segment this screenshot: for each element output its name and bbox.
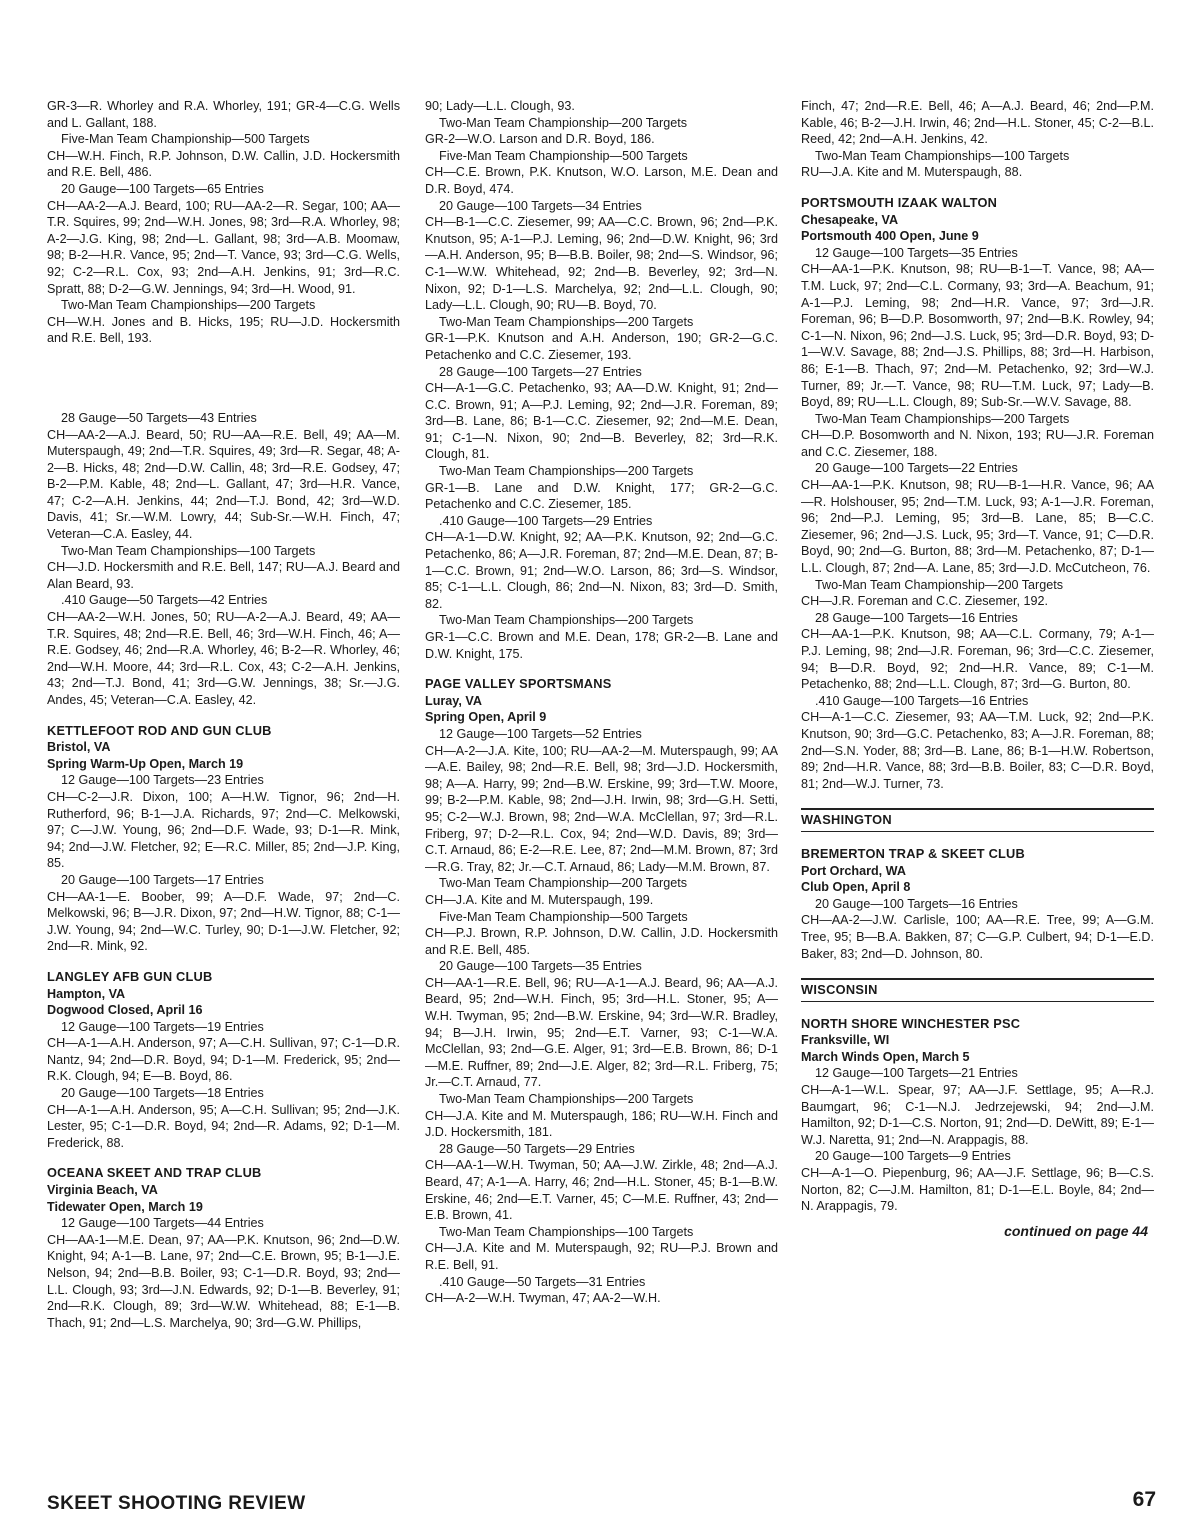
event-heading: 20 Gauge—100 Targets—35 Entries [439,959,642,974]
column-middle [425,98,778,1490]
event-heading: Two-Man Team Championships—200 Targets [439,314,694,329]
event-heading: 12 Gauge—100 Targets—35 Entries [815,245,1018,260]
club-name: NORTH SHORE WINCHESTER PSC [801,1015,1021,1031]
event-heading: Two-Man Team Championships—100 Targets [61,543,316,558]
results-paragraph: CH—A-1—G.C. Petachenko, 93; AA—D.W. Knight, 91; 2nd—C.C. Brown, 91; A—P.J. Leming, 92; 2nd—J.R. Foreman, 89; 3rd—B. Lane, 86; B-1—C.C. Ziesemer, 92; 2nd—M.E. Dean, 91; C-1—N. Nixon, 90; 2nd—B. Beverley, 82; 3rd—R.K. Clough, 81. [425,381,778,462]
event-title: Tidewater Open, March 19 [47,1199,203,1214]
club-location: Hampton, VA [47,986,126,1001]
event-heading: Two-Man Team Championships—100 Targets [439,1224,694,1239]
results-paragraph: CH—D.P. Bosomworth and N. Nixon, 193; RU—J.R. Foreman and C.C. Ziesemer, 188. [801,428,1154,459]
club-location: Chesapeake, VA [801,212,899,227]
club-name: KETTLEFOOT ROD AND GUN CLUB [47,722,272,738]
event-heading: .410 Gauge—50 Targets—31 Entries [439,1274,646,1289]
results-paragraph: CH—AA-2—J.W. Carlisle, 100; AA—R.E. Tree, 99; A—G.M. Tree, 95; B—B.A. Bakken, 87; C—G.P. Culbert, 94; D-1—E.D. Baker, 83; 2nd—D. Johnson, 80. [801,913,1154,961]
club-location: Luray, VA [425,693,482,708]
event-heading: Two-Man Team Championship—200 Targets [439,876,688,891]
event-title: Spring Open, April 9 [425,710,547,725]
event-heading: Two-Man Team Championships—200 Targets [61,298,316,313]
state-header: WASHINGTON [801,808,1154,832]
event-heading: Two-Man Team Championship—200 Targets [439,115,688,130]
event-heading: Two-Man Team Championships—200 Targets [815,411,1070,426]
page-number: 67 [1132,1488,1156,1511]
results-paragraph: CH—AA-1—E. Boober, 99; A—D.F. Wade, 97; 2nd—C. Melkowski, 96; B—J.R. Dixon, 97; 2nd—H.W. Tignor, 88; C-1—J.W. Young, 94; 2nd—W.C. Turley, 90; D-1—J.W. Fletcher, 92; 2nd—R. Mink, 92. [47,889,400,954]
club-name: PAGE VALLEY SPORTSMANS [425,676,612,692]
event-heading: Two-Man Team Championship—200 Targets [815,577,1064,592]
column-gap [47,347,400,410]
event-title: Portsmouth 400 Open, June 9 [801,229,979,244]
event-heading: 28 Gauge—100 Targets—27 Entries [439,364,642,379]
event-heading: Two-Man Team Championships—100 Targets [815,148,1070,163]
results-paragraph: CH—AA-2—W.H. Jones, 50; RU—A-2—A.J. Beard, 49; AA—T.R. Squires, 48; 2nd—R.E. Bell, 46; 3rd—W.H. Finch, 46; A—R.E. Godsey, 46; 2nd—R.A. Whorley, 46; B-2—R. Whorley, 46; 2nd—W.H. Moore, 44; 3rd—R.L. Cox, 43; C-2—A.H. Jenkins, 43; 2nd—T.J. Bond, 41; 3rd—G.W. Jennings, 38; Sr.—J.G. Andes, 45; Veteran—C.A. Easley, 42. [47,610,400,707]
event-heading: 12 Gauge—100 Targets—44 Entries [61,1216,264,1231]
results-paragraph: GR-3—R. Whorley and R.A. Whorley, 191; GR-4—C.G. Wells and L. Gallant, 188. [47,99,400,130]
results-paragraph: CH—A-2—J.A. Kite, 100; RU—AA-2—M. Muterspaugh, 99; AA—A.E. Bailey, 98; 2nd—R.E. Bell, 98; 3rd—J.D. Hockersmith, 98; A—A. Harry, 99; 2nd—B.W. Erskine, 99; 3rd—T.W. Moore, 99; B-2—P.M. Kable, 98; 2nd—J.H. Irwin, 98; 3rd—G.H. Setti, 95; C-2—W.J. Brown, 98; 2nd—W.A. McClellan, 97; 3rd—R.L. Friberg, 97; D-2—R.L. Cox, 94; 2nd—W.D. Davis, 89; 3rd—C.T. Arnaud, 86; E-2—R.E. Lee, 87; 2nd—M.M. Brown, 87; 3rd—R.G. Tray, 82; Jr.—C.T. Arnaud, 86; Lady—M.M. Brown, 87. [425,743,778,874]
results-paragraph: CH—AA-1—W.H. Twyman, 50; AA—J.W. Zirkle, 48; 2nd—A.J. Beard, 47; A-1—A. Harry, 46; 2nd—H.L. Stoner, 45; B-1—B.W. Erskine, 46; 2nd—E.T. Varner, 45; C—M.E. Ruffner, 43; 2nd—E.B. Brown, 41. [425,1158,778,1223]
event-heading: 12 Gauge—100 Targets—23 Entries [61,773,264,788]
event-heading: Two-Man Team Championships—200 Targets [439,613,694,628]
results-paragraph: CH—J.R. Foreman and C.C. Ziesemer, 192. [801,594,1049,609]
results-paragraph: CH—W.H. Jones and B. Hicks, 195; RU—J.D. Hockersmith and R.E. Bell, 193. [47,314,400,346]
event-heading: Two-Man Team Championships—200 Targets [439,1092,694,1107]
results-paragraph: CH—A-1—O. Piepenburg, 96; AA—J.F. Settlage, 96; B—C.S. Norton, 82; C—J.M. Hamilton, 81; D-1—E.L. Boyle, 84; 2nd—N. Arappagis, 79. [801,1166,1154,1214]
club-location: Bristol, VA [47,740,111,755]
results-paragraph: CH—A-1—A.H. Anderson, 97; A—C.H. Sullivan, 97; C-1—D.R. Nantz, 94; 2nd—D.R. Boyd, 94; D-1—M. Frederick, 95; 2nd—R.K. Clough, 94; E—B. Boyd, 86. [47,1036,400,1084]
event-heading: 20 Gauge—100 Targets—16 Entries [815,896,1018,911]
event-heading: 20 Gauge—100 Targets—17 Entries [61,872,264,887]
results-paragraph: CH—A-2—W.H. Twyman, 47; AA-2—W.H. [425,1291,661,1306]
results-paragraph: CH—B-1—C.C. Ziesemer, 99; AA—C.C. Brown, 96; 2nd—P.K. Knutson, 95; A-1—P.J. Leming, 96; 2nd—D.W. Knight, 96; 3rd—A.H. Anderson, 95; B—B.B. Boiler, 98; 2nd—S. Windsor, 96; C-1—W.W. Whitehead, 92; 2nd—B. Beverley, 92; 3rd—N. Nixon, 92; D-1—L.S. Marchelya, 92; 2nd—L.L. Clough, 90; Lady—L.L. Clough, 90; RU—B. Boyd, 70. [425,215,778,313]
event-heading: 20 Gauge—100 Targets—9 Entries [815,1149,1011,1164]
state-header: WISCONSIN [801,978,1154,1002]
results-paragraph: CH—AA-1—R.E. Bell, 96; RU—A-1—A.J. Beard, 96; AA—A.J. Beard, 95; 2nd—W.H. Finch, 95; 3rd—H.L. Stoner, 95; A—W.H. Twyman, 95; 2nd—B.W. Erskine, 94; 3rd—W.R. Bradley, 94; B—J.H. Irwin, 95; 2nd—E.T. Varner, 93; C-1—W.A. McClellan, 93; 2nd—G.E. Alger, 91; 3rd—E.B. Brown, 86; D-1—M.E. Ruffner, 89; 2nd—J.E. Alger, 82; 3rd—R.L. Friberg, 75; Jr.—C.T. Arnaud, 77. [425,975,778,1090]
event-heading: 12 Gauge—100 Targets—21 Entries [815,1066,1018,1081]
event-heading: 28 Gauge—100 Targets—16 Entries [815,610,1018,625]
event-title: March Winds Open, March 5 [801,1049,970,1064]
event-heading: Five-Man Team Championship—500 Targets [439,909,688,924]
event-title: Club Open, April 8 [801,880,911,895]
results-paragraph: CH—A-1—A.H. Anderson, 95; A—C.H. Sullivan; 95; 2nd—J.K. Lester, 95; C-1—D.R. Boyd, 94; 2nd—R. Adams, 92; D-1—M. Frederick, 88. [47,1102,400,1150]
club-name: PORTSMOUTH IZAAK WALTON [801,194,998,210]
event-heading: .410 Gauge—100 Targets—16 Entries [815,693,1029,708]
results-paragraph: CH—J.D. Hockersmith and R.E. Bell, 147; RU—A.J. Beard and Alan Beard, 93. [47,560,400,591]
club-name: LANGLEY AFB GUN CLUB [47,968,213,984]
results-paragraph: CH—AA-2—A.J. Beard, 50; RU—AA—R.E. Bell, 49; AA—M. Muterspaugh, 49; 2nd—T.R. Squires, 49; 3rd—R. Segar, 48; A-2—B. Hicks, 48; 2nd—D.W. Callin, 48; 3rd—R.E. Godsey, 47; B-2—P.M. Kable, 48; 2nd—L. Gallant, 47; 3rd—H.R. Vance, 47; C-2—A.H. Jenkins, 44; 2nd—T.J. Bond, 42; 3rd—W.D. Davis, 41; Sr.—W.M. Lowry, 44; Sub-Sr.—W.H. Finch, 47; Veteran—C.A. Easley, 44. [47,427,400,542]
results-paragraph: CH—J.A. Kite and M. Muterspaugh, 186; RU—W.H. Finch and J.D. Hockersmith, 181. [425,1108,778,1140]
event-title: Spring Warm-Up Open, March 19 [47,756,244,771]
column-left [47,98,400,1478]
results-paragraph: GR-1—C.C. Brown and M.E. Dean, 178; GR-2—B. Lane and D.W. Knight, 175. [425,630,778,661]
event-heading: 20 Gauge—100 Targets—34 Entries [439,198,642,213]
results-paragraph: Finch, 47; 2nd—R.E. Bell, 46; A—A.J. Beard, 46; 2nd—P.M. Kable, 46; B-2—J.H. Irwin, 46; 2nd—H.L. Stoner, 45; C-2—B.L. Reed, 42; 2nd—A.H. Jenkins, 42. [801,99,1154,147]
event-heading: 20 Gauge—100 Targets—65 Entries [61,181,264,196]
event-heading: .410 Gauge—50 Targets—42 Entries [61,593,268,608]
club-name: BREMERTON TRAP & SKEET CLUB [801,845,1025,861]
results-paragraph: CH—AA-1—P.K. Knutson, 98; RU—B-1—T. Vance, 98; AA—T.M. Luck, 97; 2nd—C.L. Cormany, 93; 3rd—A. Beachum, 91; A-1—P.J. Leming, 98; 2nd—H.R. Vance, 97; 3rd—J.R. Foreman, 96; B—D.P. Bosomworth, 97; 2nd—B.K. Rowley, 94; C-1—N. Nixon, 96; 2nd—J.S. Luck, 95; 3rd—D.R. Boyd, 93; D-1—W.V. Savage, 88; 2nd—J.S. Phillips, 88; 3rd—H. Harbison, 86; E-1—B. Thach, 97; 2nd—M. Petachenko, 92; 3rd—W.J. Turner, 89; Jr.—T. Vance, 98; RU—T.M. Luck, 97; Lady—B. Boyd, 89; RU—L.L. Clough, 89; Sub-Sr.—W.V. Savage, 88. [801,262,1154,410]
event-heading: 20 Gauge—100 Targets—22 Entries [815,461,1018,476]
event-heading: 20 Gauge—100 Targets—18 Entries [61,1086,264,1101]
event-heading: .410 Gauge—100 Targets—29 Entries [439,513,653,528]
results-paragraph: CH—W.H. Finch, R.P. Johnson, D.W. Callin, J.D. Hockersmith and R.E. Bell, 486. [47,148,400,180]
event-heading: Five-Man Team Championship—500 Targets [61,132,310,147]
results-paragraph: CH—P.J. Brown, R.P. Johnson, D.W. Callin, J.D. Hockersmith and R.E. Bell, 485. [425,926,778,957]
results-paragraph: CH—A-1—W.L. Spear, 97; AA—J.F. Settlage, 95; A—R.J. Baumgart, 96; C-1—N.J. Jedrzejewski, 94; 2nd—J.M. Hamilton, 92; D-1—C.S. Norton, 91; 2nd—D. DeWitt, 89; E-1—W.J. Naretta, 91; 2nd—N. Arappagis, 88. [801,1083,1154,1147]
event-heading: 12 Gauge—100 Targets—19 Entries [61,1019,264,1034]
results-paragraph: CH—C-2—J.R. Dixon, 100; A—H.W. Tignor, 96; 2nd—H. Rutherford, 96; B-1—J.A. Richards, 97; 2nd—C. Melkowski, 97; C—J.W. Young, 96; 2nd—D.F. Wade, 93; D-1—R. Mink, 94; 2nd—J.W. Fletcher, 92; E—R.C. Miller, 85; 2nd—J.P. King, 85. [47,789,400,871]
results-paragraph: GR-2—W.O. Larson and D.R. Boyd, 186. [425,132,655,147]
club-location: Franksville, WI [801,1033,890,1048]
event-heading: Five-Man Team Championship—500 Targets [439,148,688,163]
results-paragraph: GR-1—P.K. Knutson and A.H. Anderson, 190; GR-2—G.C. Petachenko and C.C. Ziesemer, 193. [425,331,778,362]
results-paragraph: CH—J.A. Kite and M. Muterspaugh, 199. [425,892,654,907]
results-paragraph: GR-1—B. Lane and D.W. Knight, 177; GR-2—G.C. Petachenko and C.C. Ziesemer, 185. [425,480,778,512]
event-heading: Two-Man Team Championships—200 Targets [439,464,694,479]
column-right [801,98,1154,1478]
magazine-title: SKEET SHOOTING REVIEW [47,1493,306,1514]
results-paragraph: CH—A-1—C.C. Ziesemer, 93; AA—T.M. Luck, 92; 2nd—P.K. Knutson, 90; 3rd—G.C. Petachenko, 83; A—J.R. Foreman, 88; 2nd—S.N. Yoder, 88; 3rd—B. Lane, 86; B-1—H.W. Robertson, 89; 2nd—H.R. Vance, 88; 3rd—B.B. Boiler, 83; C—D.R. Boyd, 81; 2nd—W.J. Turner, 73. [801,710,1154,791]
results-paragraph: CH—AA-1—M.E. Dean, 97; AA—P.K. Knutson, 96; 2nd—D.W. Knight, 94; A-1—B. Lane, 97; 2nd—C.E. Brown, 95; B-1—J.E. Nelson, 94; 2nd—B.B. Boiler, 93; C-1—D.R. Boyd, 93; 2nd—L.L. Clough, 93; 3rd—J.N. Edwards, 92; D-1—B. Beverley, 91; 2nd—R.K. Clough, 89; 3rd—W.W. Whitehead, 88; E-1—B. Thach, 91; 2nd—L.S. Marchelya, 90; 3rd—G.W. Phillips, [47,1232,400,1330]
event-heading: 28 Gauge—50 Targets—29 Entries [439,1141,635,1156]
continued-note: continued on page 44 [1004,1222,1148,1239]
club-location: Virginia Beach, VA [47,1183,158,1198]
event-title: Dogwood Closed, April 16 [47,1003,203,1018]
results-paragraph: CH—J.A. Kite and M. Muterspaugh, 92; RU—P.J. Brown and R.E. Bell, 91. [425,1241,778,1272]
results-paragraph: CH—AA-2—A.J. Beard, 100; RU—AA-2—R. Segar, 100; AA—T.R. Squires, 99; 2nd—W.H. Jones, 98; 3rd—R.A. Whorley, 98; A-2—J.G. King, 98; 2nd—L. Gallant, 98; 3rd—A.B. Moomaw, 98; B-2—H.R. Vance, 95; 2nd—T. Vance, 93; 3rd—C.G. Wells, 92; C-2—R.L. Cox, 93; 2nd—A.H. Jenkins, 91; 3rd—R.C. Spratt, 88; D-2—G.W. Jennings, 94; 3rd—H. Wood, 91. [47,198,400,296]
event-heading: 28 Gauge—50 Targets—43 Entries [61,410,257,425]
club-name: OCEANA SKEET AND TRAP CLUB [47,1165,262,1181]
results-paragraph: RU—J.A. Kite and M. Muterspaugh, 88. [801,165,1023,180]
club-location: Port Orchard, WA [801,863,906,878]
results-paragraph: 90; Lady—L.L. Clough, 93. [425,99,575,113]
results-paragraph: CH—AA-1—P.K. Knutson, 98; AA—C.L. Cormany, 79; A-1—P.J. Leming, 98; 2nd—J.R. Foreman, 96; 3rd—C.C. Ziesemer, 94; B—D.R. Boyd, 92; 2nd—H.R. Vance, 89; C-1—M. Petachenko, 88; 2nd—L.L. Clough, 87; 3rd—G. Burton, 80. [801,627,1154,692]
results-paragraph: CH—AA-1—P.K. Knutson, 98; RU—B-1—H.R. Vance, 96; AA—R. Holshouser, 95; 2nd—T.M. Luck, 93; A-1—J.R. Foreman, 96; 2nd—P.J. Leming, 95; 3rd—B. Lane, 85; B—C.C. Ziesemer, 96; 2nd—J.S. Luck, 95; 3rd—T. Vance, 91; C—D.R. Boyd, 90; 2nd—G. Burton, 88; 3rd—M. Petachenko, 87; D-1—L.L. Clough, 87; 2nd—A. Lane, 85; 3rd—J.D. McCutcheon, 76. [801,478,1154,576]
results-paragraph: CH—A-1—D.W. Knight, 92; AA—P.K. Knutson, 92; 2nd—G.C. Petachenko, 86; A—J.R. Foreman, 87; 2nd—M.E. Dean, 87; B-1—C.C. Brown, 91; 2nd—W.O. Larson, 86; 3rd—S. Windsor, 85; C-1—L.L. Clough, 86; 2nd—N. Nixon, 83; 3rd—D. Smith, 82. [425,530,778,611]
results-paragraph: CH—C.E. Brown, P.K. Knutson, W.O. Larson, M.E. Dean and D.R. Boyd, 474. [425,165,778,196]
event-heading: 12 Gauge—100 Targets—52 Entries [439,726,642,741]
